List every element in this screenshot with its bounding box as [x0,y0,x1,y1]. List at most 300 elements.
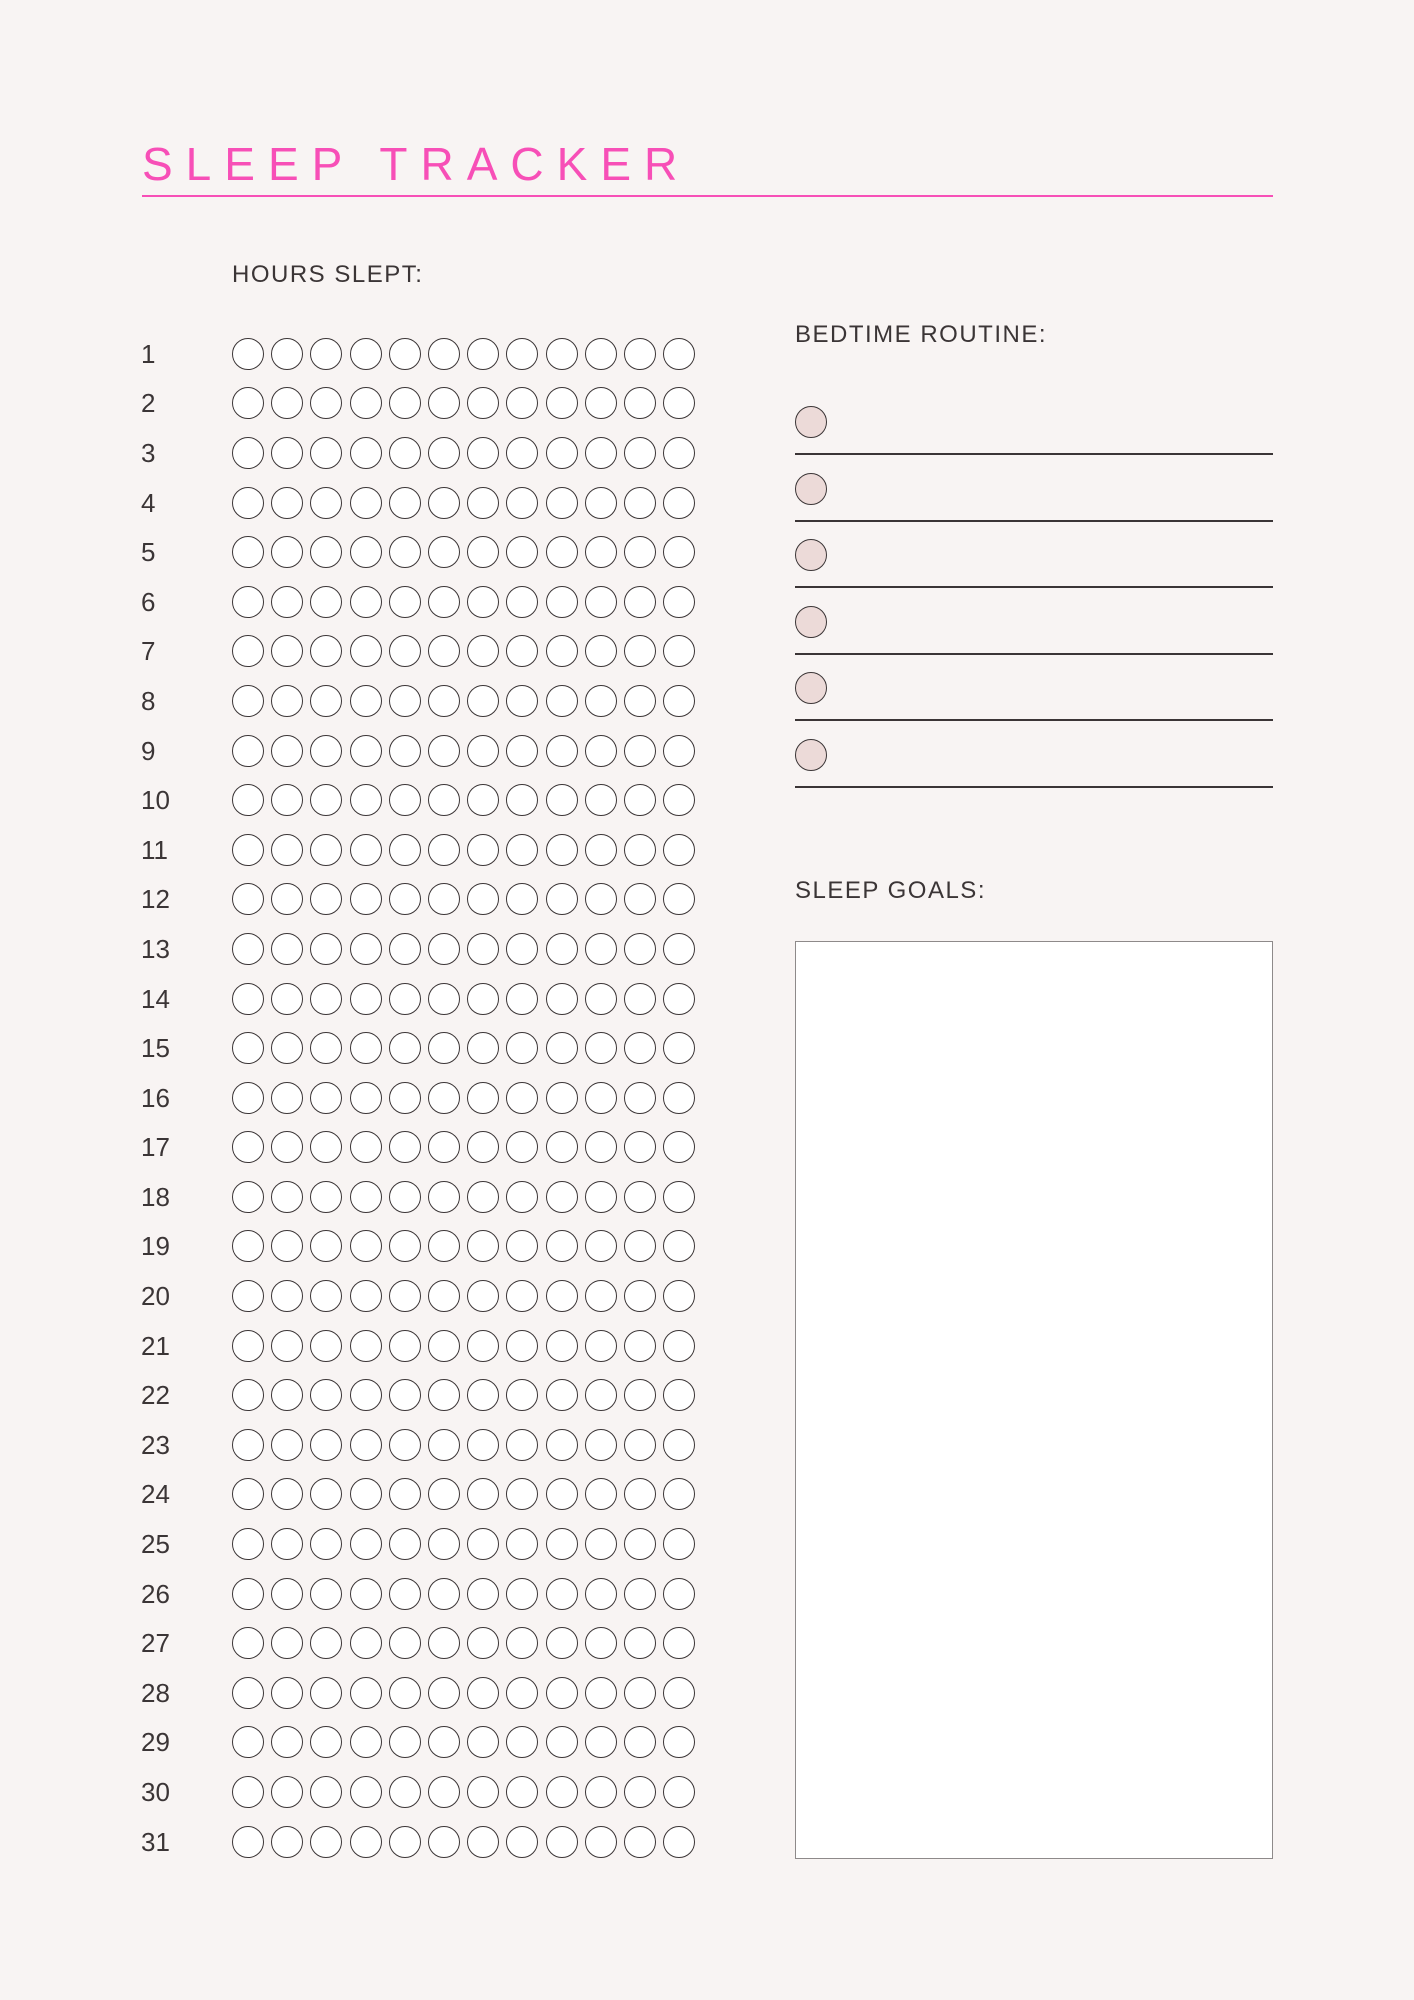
hour-circle[interactable] [389,1379,421,1411]
hour-circle[interactable] [232,487,264,519]
hour-circle[interactable] [428,487,460,519]
hour-circle[interactable] [271,1627,303,1659]
hour-circle[interactable] [467,338,499,370]
hour-circle[interactable] [546,1230,578,1262]
hour-circle[interactable] [310,784,342,816]
hour-circle[interactable] [546,1726,578,1758]
hour-circle[interactable] [310,1528,342,1560]
hour-circle[interactable] [428,1429,460,1461]
routine-item[interactable] [795,590,1273,655]
hour-circle[interactable] [467,635,499,667]
hour-circle[interactable] [350,1528,382,1560]
hour-circle[interactable] [546,1082,578,1114]
hour-circle[interactable] [389,1082,421,1114]
hour-circle[interactable] [663,1726,695,1758]
hour-circle[interactable] [585,437,617,469]
hour-circle[interactable] [310,1181,342,1213]
hour-circle[interactable] [663,1181,695,1213]
hour-circle[interactable] [271,1181,303,1213]
hour-circle[interactable] [624,685,656,717]
hour-circle[interactable] [467,1627,499,1659]
hour-circle[interactable] [624,1131,656,1163]
hour-circle[interactable] [428,735,460,767]
hour-circle[interactable] [428,1082,460,1114]
hour-circle[interactable] [232,933,264,965]
hour-circle[interactable] [271,1826,303,1858]
hour-circle[interactable] [663,784,695,816]
hour-circle[interactable] [428,983,460,1015]
hour-circle[interactable] [350,437,382,469]
hour-circle[interactable] [663,586,695,618]
hour-circle[interactable] [506,387,538,419]
hour-circle[interactable] [271,387,303,419]
hour-circle[interactable] [585,983,617,1015]
hour-circle[interactable] [506,1230,538,1262]
hour-circle[interactable] [428,784,460,816]
hour-circle[interactable] [350,735,382,767]
hour-circle[interactable] [232,735,264,767]
hour-circle[interactable] [506,1677,538,1709]
hour-circle[interactable] [350,1776,382,1808]
hour-circle[interactable] [663,1429,695,1461]
hour-circle[interactable] [467,1677,499,1709]
hour-circle[interactable] [663,883,695,915]
hour-circle[interactable] [271,1776,303,1808]
hour-circle[interactable] [506,635,538,667]
hour-circle[interactable] [232,1280,264,1312]
hour-circle[interactable] [428,1776,460,1808]
hour-circle[interactable] [506,586,538,618]
hour-circle[interactable] [310,1726,342,1758]
hour-circle[interactable] [663,387,695,419]
hour-circle[interactable] [624,338,656,370]
hour-circle[interactable] [663,1131,695,1163]
hour-circle[interactable] [350,883,382,915]
hour-circle[interactable] [428,1280,460,1312]
routine-checkbox-icon[interactable] [795,473,827,505]
hour-circle[interactable] [389,1578,421,1610]
hour-circle[interactable] [389,635,421,667]
hour-circle[interactable] [663,338,695,370]
hour-circle[interactable] [467,1379,499,1411]
hour-circle[interactable] [467,883,499,915]
hour-circle[interactable] [428,1478,460,1510]
hour-circle[interactable] [506,1032,538,1064]
hour-circle[interactable] [506,1627,538,1659]
hour-circle[interactable] [506,437,538,469]
hour-circle[interactable] [350,784,382,816]
routine-item[interactable] [795,723,1273,788]
hour-circle[interactable] [467,1826,499,1858]
hour-circle[interactable] [467,1726,499,1758]
hour-circle[interactable] [663,1677,695,1709]
hour-circle[interactable] [310,1379,342,1411]
hour-circle[interactable] [506,1528,538,1560]
hour-circle[interactable] [232,1230,264,1262]
hour-circle[interactable] [506,933,538,965]
hour-circle[interactable] [585,338,617,370]
hour-circle[interactable] [271,1677,303,1709]
hour-circle[interactable] [467,735,499,767]
hour-circle[interactable] [624,437,656,469]
hour-circle[interactable] [467,834,499,866]
hour-circle[interactable] [389,1280,421,1312]
hour-circle[interactable] [389,437,421,469]
hour-circle[interactable] [310,1826,342,1858]
hour-circle[interactable] [663,685,695,717]
hour-circle[interactable] [350,586,382,618]
hour-circle[interactable] [506,834,538,866]
hour-circle[interactable] [546,883,578,915]
hour-circle[interactable] [350,487,382,519]
hour-circle[interactable] [271,883,303,915]
hour-circle[interactable] [624,1528,656,1560]
hour-circle[interactable] [232,1726,264,1758]
hour-circle[interactable] [389,1627,421,1659]
hour-circle[interactable] [546,1677,578,1709]
hour-circle[interactable] [624,635,656,667]
hour-circle[interactable] [624,834,656,866]
hour-circle[interactable] [310,1478,342,1510]
hour-circle[interactable] [232,1082,264,1114]
hour-circle[interactable] [467,983,499,1015]
hour-circle[interactable] [232,1776,264,1808]
hour-circle[interactable] [428,933,460,965]
hour-circle[interactable] [428,1181,460,1213]
hour-circle[interactable] [389,487,421,519]
hour-circle[interactable] [389,1032,421,1064]
hour-circle[interactable] [232,1131,264,1163]
hour-circle[interactable] [546,1280,578,1312]
hour-circle[interactable] [546,437,578,469]
hour-circle[interactable] [310,1330,342,1362]
hour-circle[interactable] [467,685,499,717]
hour-circle[interactable] [389,1826,421,1858]
hour-circle[interactable] [232,1181,264,1213]
hour-circle[interactable] [585,834,617,866]
hour-circle[interactable] [506,1379,538,1411]
hour-circle[interactable] [389,1677,421,1709]
hour-circle[interactable] [506,1776,538,1808]
hour-circle[interactable] [546,685,578,717]
hour-circle[interactable] [585,1677,617,1709]
hour-circle[interactable] [663,1082,695,1114]
hour-circle[interactable] [271,1330,303,1362]
hour-circle[interactable] [624,487,656,519]
hour-circle[interactable] [428,1578,460,1610]
hour-circle[interactable] [232,536,264,568]
hour-circle[interactable] [624,735,656,767]
hour-circle[interactable] [585,1082,617,1114]
hour-circle[interactable] [506,1131,538,1163]
hour-circle[interactable] [350,1330,382,1362]
hour-circle[interactable] [428,1677,460,1709]
hour-circle[interactable] [546,1032,578,1064]
hour-circle[interactable] [585,1478,617,1510]
hour-circle[interactable] [663,1528,695,1560]
hour-circle[interactable] [350,1627,382,1659]
hour-circle[interactable] [624,1181,656,1213]
hour-circle[interactable] [585,1330,617,1362]
hour-circle[interactable] [467,1429,499,1461]
hour-circle[interactable] [271,1082,303,1114]
hour-circle[interactable] [585,1131,617,1163]
hour-circle[interactable] [310,1627,342,1659]
hour-circle[interactable] [310,1131,342,1163]
hour-circle[interactable] [310,883,342,915]
hour-circle[interactable] [624,1776,656,1808]
hour-circle[interactable] [546,735,578,767]
hour-circle[interactable] [585,1528,617,1560]
hour-circle[interactable] [663,1826,695,1858]
hour-circle[interactable] [506,1578,538,1610]
hour-circle[interactable] [232,883,264,915]
hour-circle[interactable] [467,1032,499,1064]
hour-circle[interactable] [232,983,264,1015]
hour-circle[interactable] [585,685,617,717]
hour-circle[interactable] [467,1528,499,1560]
hour-circle[interactable] [310,983,342,1015]
hour-circle[interactable] [467,586,499,618]
hour-circle[interactable] [350,1726,382,1758]
hour-circle[interactable] [310,735,342,767]
hour-circle[interactable] [271,983,303,1015]
hour-circle[interactable] [506,1429,538,1461]
hour-circle[interactable] [310,586,342,618]
hour-circle[interactable] [428,1330,460,1362]
hour-circle[interactable] [271,1429,303,1461]
hour-circle[interactable] [624,387,656,419]
hour-circle[interactable] [506,784,538,816]
hour-circle[interactable] [467,536,499,568]
hour-circle[interactable] [310,338,342,370]
hour-circle[interactable] [389,1726,421,1758]
hour-circle[interactable] [271,487,303,519]
hour-circle[interactable] [506,1478,538,1510]
hour-circle[interactable] [389,933,421,965]
hour-circle[interactable] [389,536,421,568]
hour-circle[interactable] [350,387,382,419]
hour-circle[interactable] [663,1280,695,1312]
hour-circle[interactable] [350,536,382,568]
hour-circle[interactable] [585,536,617,568]
hour-circle[interactable] [546,338,578,370]
hour-circle[interactable] [350,1131,382,1163]
hour-circle[interactable] [428,883,460,915]
hour-circle[interactable] [467,1478,499,1510]
hour-circle[interactable] [663,933,695,965]
hour-circle[interactable] [506,685,538,717]
hour-circle[interactable] [663,1627,695,1659]
hour-circle[interactable] [428,1230,460,1262]
hour-circle[interactable] [271,338,303,370]
hour-circle[interactable] [350,1826,382,1858]
hour-circle[interactable] [663,635,695,667]
hour-circle[interactable] [663,536,695,568]
hour-circle[interactable] [546,1131,578,1163]
hour-circle[interactable] [624,1082,656,1114]
hour-circle[interactable] [271,437,303,469]
hour-circle[interactable] [663,487,695,519]
hour-circle[interactable] [350,1181,382,1213]
hour-circle[interactable] [310,1280,342,1312]
hour-circle[interactable] [310,1230,342,1262]
hour-circle[interactable] [624,1627,656,1659]
hour-circle[interactable] [546,1826,578,1858]
hour-circle[interactable] [663,1230,695,1262]
hour-circle[interactable] [467,1578,499,1610]
hour-circle[interactable] [624,1726,656,1758]
routine-item[interactable] [795,523,1273,588]
hour-circle[interactable] [389,1528,421,1560]
hour-circle[interactable] [624,1677,656,1709]
hour-circle[interactable] [663,735,695,767]
hour-circle[interactable] [232,1478,264,1510]
hour-circle[interactable] [506,735,538,767]
hour-circle[interactable] [585,635,617,667]
hour-circle[interactable] [310,1677,342,1709]
hour-circle[interactable] [428,437,460,469]
hour-circle[interactable] [271,685,303,717]
hour-circle[interactable] [585,1181,617,1213]
hour-circle[interactable] [428,536,460,568]
hour-circle[interactable] [350,635,382,667]
hour-circle[interactable] [663,1578,695,1610]
hour-circle[interactable] [506,983,538,1015]
hour-circle[interactable] [389,1131,421,1163]
hour-circle[interactable] [350,1677,382,1709]
hour-circle[interactable] [585,1230,617,1262]
hour-circle[interactable] [467,1131,499,1163]
hour-circle[interactable] [389,1429,421,1461]
hour-circle[interactable] [546,1578,578,1610]
hour-circle[interactable] [271,834,303,866]
routine-checkbox-icon[interactable] [795,606,827,638]
hour-circle[interactable] [232,1826,264,1858]
routine-item[interactable] [795,656,1273,721]
hour-circle[interactable] [428,586,460,618]
hour-circle[interactable] [624,784,656,816]
hour-circle[interactable] [232,1677,264,1709]
hour-circle[interactable] [310,1429,342,1461]
hour-circle[interactable] [506,883,538,915]
hour-circle[interactable] [310,1776,342,1808]
hour-circle[interactable] [624,1429,656,1461]
hour-circle[interactable] [389,784,421,816]
hour-circle[interactable] [350,338,382,370]
hour-circle[interactable] [310,685,342,717]
hour-circle[interactable] [546,784,578,816]
hour-circle[interactable] [271,1578,303,1610]
hour-circle[interactable] [585,586,617,618]
hour-circle[interactable] [663,437,695,469]
hour-circle[interactable] [271,1379,303,1411]
hour-circle[interactable] [585,487,617,519]
hour-circle[interactable] [546,1181,578,1213]
hour-circle[interactable] [585,1379,617,1411]
hour-circle[interactable] [506,1082,538,1114]
routine-item[interactable] [795,390,1273,455]
hour-circle[interactable] [585,1776,617,1808]
hour-circle[interactable] [585,387,617,419]
hour-circle[interactable] [506,1181,538,1213]
hour-circle[interactable] [350,1578,382,1610]
hour-circle[interactable] [624,1032,656,1064]
routine-checkbox-icon[interactable] [795,672,827,704]
hour-circle[interactable] [232,635,264,667]
hour-circle[interactable] [428,387,460,419]
hour-circle[interactable] [310,437,342,469]
hour-circle[interactable] [428,834,460,866]
hour-circle[interactable] [428,338,460,370]
hour-circle[interactable] [310,834,342,866]
hour-circle[interactable] [271,1478,303,1510]
hour-circle[interactable] [467,933,499,965]
hour-circle[interactable] [310,1032,342,1064]
hour-circle[interactable] [389,834,421,866]
hour-circle[interactable] [624,586,656,618]
hour-circle[interactable] [585,1627,617,1659]
hour-circle[interactable] [546,1627,578,1659]
hour-circle[interactable] [506,1826,538,1858]
hour-circle[interactable] [467,387,499,419]
hour-circle[interactable] [389,685,421,717]
hour-circle[interactable] [546,834,578,866]
hour-circle[interactable] [624,1478,656,1510]
hour-circle[interactable] [271,1131,303,1163]
hour-circle[interactable] [546,983,578,1015]
hour-circle[interactable] [232,1429,264,1461]
hour-circle[interactable] [271,1280,303,1312]
hour-circle[interactable] [624,536,656,568]
hour-circle[interactable] [389,983,421,1015]
hour-circle[interactable] [350,1082,382,1114]
hour-circle[interactable] [624,1379,656,1411]
hour-circle[interactable] [585,1032,617,1064]
hour-circle[interactable] [271,784,303,816]
hour-circle[interactable] [467,784,499,816]
hour-circle[interactable] [310,1082,342,1114]
hour-circle[interactable] [310,933,342,965]
hour-circle[interactable] [624,933,656,965]
hour-circle[interactable] [389,735,421,767]
hour-circle[interactable] [310,536,342,568]
hour-circle[interactable] [428,635,460,667]
hour-circle[interactable] [428,1131,460,1163]
hour-circle[interactable] [546,487,578,519]
routine-checkbox-icon[interactable] [795,739,827,771]
hour-circle[interactable] [350,1230,382,1262]
hour-circle[interactable] [663,1032,695,1064]
routine-item[interactable] [795,457,1273,522]
hour-circle[interactable] [232,1578,264,1610]
hour-circle[interactable] [271,1230,303,1262]
hour-circle[interactable] [350,834,382,866]
hour-circle[interactable] [271,536,303,568]
hour-circle[interactable] [232,1032,264,1064]
hour-circle[interactable] [389,1181,421,1213]
hour-circle[interactable] [663,983,695,1015]
hour-circle[interactable] [350,1478,382,1510]
hour-circle[interactable] [232,437,264,469]
hour-circle[interactable] [467,1230,499,1262]
hour-circle[interactable] [624,1280,656,1312]
hour-circle[interactable] [663,1478,695,1510]
hour-circle[interactable] [232,387,264,419]
hour-circle[interactable] [428,1032,460,1064]
hour-circle[interactable] [271,1726,303,1758]
hour-circle[interactable] [467,1082,499,1114]
